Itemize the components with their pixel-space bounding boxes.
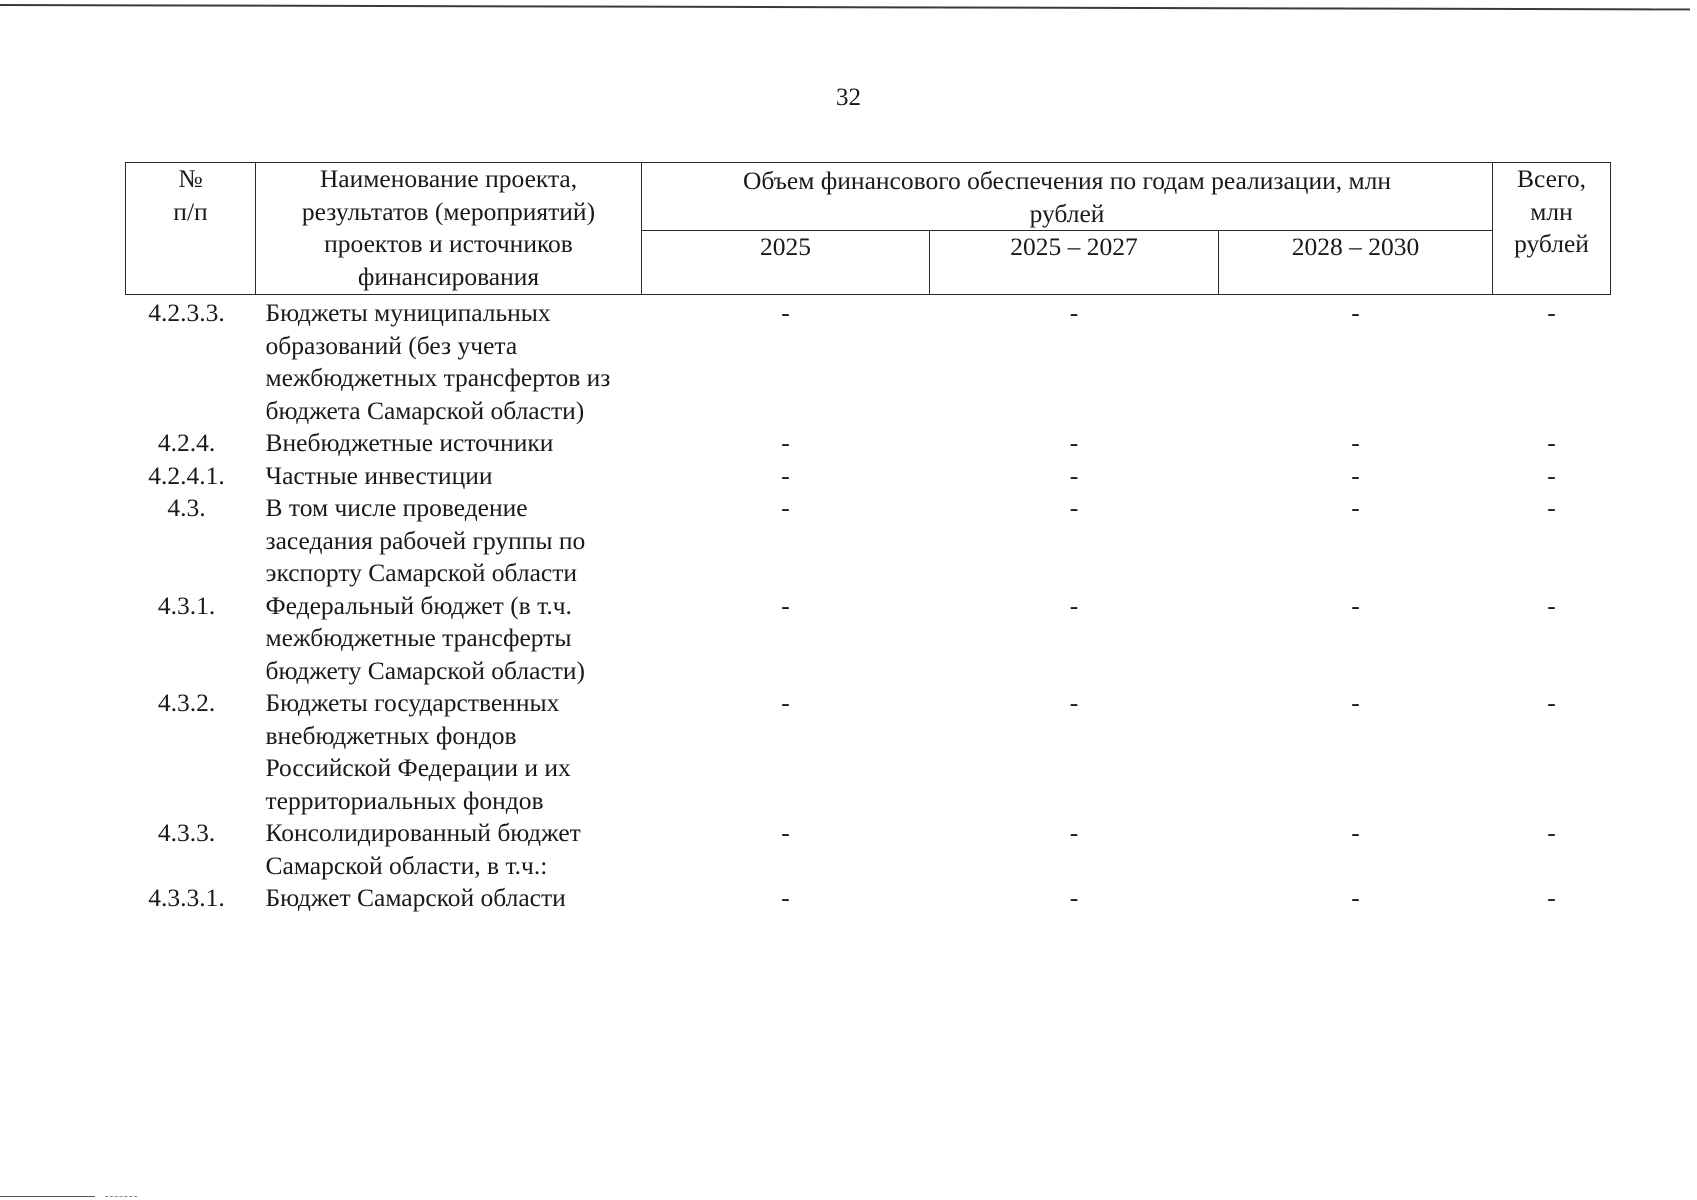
table-row bbox=[126, 460, 1611, 493]
row-name: Бюджеты муниципальных образований (без учета межбюджетных трансфертов из бюджета Самарской области) bbox=[265, 298, 611, 425]
header-num: № п/п bbox=[126, 163, 256, 295]
page-number: 32 bbox=[836, 84, 861, 111]
value-2025: - bbox=[781, 493, 790, 522]
header-year-2028-2030: 2028 – 2030 bbox=[1219, 231, 1493, 295]
value-2025-2027: - bbox=[1069, 493, 1079, 522]
row-name: Частные инвестиции bbox=[265, 460, 493, 490]
value-2025: - bbox=[781, 298, 790, 327]
value-2025: - bbox=[781, 688, 790, 717]
table-row bbox=[126, 882, 1611, 915]
header-total: Всего, млн рублей bbox=[1493, 163, 1611, 295]
value-2025-2027: - bbox=[1069, 688, 1079, 717]
table-row bbox=[126, 817, 1611, 882]
row-number: 4.2.4. bbox=[157, 428, 216, 457]
row-number: 4.3.3. bbox=[157, 818, 216, 847]
value-2028-2030: - bbox=[1351, 688, 1360, 717]
footer-dash bbox=[105, 1196, 137, 1197]
row-number: 4.3. bbox=[167, 493, 206, 522]
row-number: 4.2.3.3. bbox=[148, 298, 225, 327]
value-2028-2030: - bbox=[1351, 883, 1360, 912]
table-row bbox=[126, 295, 1611, 428]
value-2025-2027: - bbox=[1069, 460, 1079, 490]
header-volume: Объем финансового обеспечения по годам реализации, млн рублей bbox=[642, 163, 1493, 231]
row-name: В том числе проведение заседания рабочей группы по экспорту Самарской области bbox=[265, 493, 586, 587]
header-name: Наименование проекта, результатов (мероприятий) проектов и источников финансирования bbox=[256, 163, 642, 295]
footer-line bbox=[0, 1196, 95, 1197]
value-2025-2027: - bbox=[1069, 818, 1079, 847]
row-number: 4.3.3.1. bbox=[148, 883, 225, 912]
table-row bbox=[126, 427, 1611, 460]
top-border-line bbox=[0, 4, 1690, 10]
value-total: - bbox=[1547, 493, 1556, 522]
row-number: 4.3.2. bbox=[157, 688, 216, 717]
value-2025: - bbox=[781, 428, 790, 457]
value-2025: - bbox=[781, 590, 790, 620]
value-total: - bbox=[1547, 590, 1556, 620]
value-2028-2030: - bbox=[1351, 460, 1360, 490]
value-2028-2030: - bbox=[1351, 590, 1360, 620]
row-name: Бюджеты государственных внебюджетных фондов Российской Федерации и их территориальных фондов bbox=[265, 688, 571, 815]
header-year-2025: 2025 bbox=[642, 231, 930, 295]
value-2025-2027: - bbox=[1069, 883, 1079, 912]
value-2025: - bbox=[781, 460, 790, 490]
value-2025-2027: - bbox=[1069, 590, 1079, 620]
value-2028-2030: - bbox=[1351, 428, 1360, 457]
header-year-2025-2027: 2025 – 2027 bbox=[930, 231, 1219, 295]
table-header bbox=[126, 163, 1611, 295]
row-name: Федеральный бюджет (в т.ч. межбюджетные трансферты бюджету Самарской области) bbox=[265, 590, 586, 685]
value-2025-2027: - bbox=[1069, 428, 1079, 457]
value-2025: - bbox=[781, 818, 790, 847]
table-row bbox=[126, 492, 1611, 590]
table-row bbox=[126, 590, 1611, 688]
row-name: Внебюджетные источники bbox=[265, 428, 554, 457]
table-row bbox=[126, 687, 1611, 817]
value-total: - bbox=[1547, 818, 1556, 847]
value-2025-2027: - bbox=[1069, 298, 1079, 327]
financing-table bbox=[125, 162, 1611, 915]
row-number: 4.2.4.1. bbox=[148, 460, 225, 490]
row-name: Консолидированный бюджет Самарской области, в т.ч.: bbox=[265, 818, 581, 880]
value-2028-2030: - bbox=[1351, 298, 1360, 327]
row-number: 4.3.1. bbox=[157, 590, 216, 620]
value-total: - bbox=[1547, 298, 1556, 327]
value-2025: - bbox=[781, 883, 790, 912]
table-body bbox=[126, 295, 1611, 915]
row-name: Бюджет Самарской области bbox=[265, 883, 566, 912]
value-total: - bbox=[1547, 428, 1556, 457]
value-2028-2030: - bbox=[1351, 493, 1360, 522]
value-total: - bbox=[1547, 460, 1556, 490]
value-2028-2030: - bbox=[1351, 818, 1360, 847]
value-total: - bbox=[1547, 883, 1556, 912]
value-total: - bbox=[1547, 688, 1556, 717]
